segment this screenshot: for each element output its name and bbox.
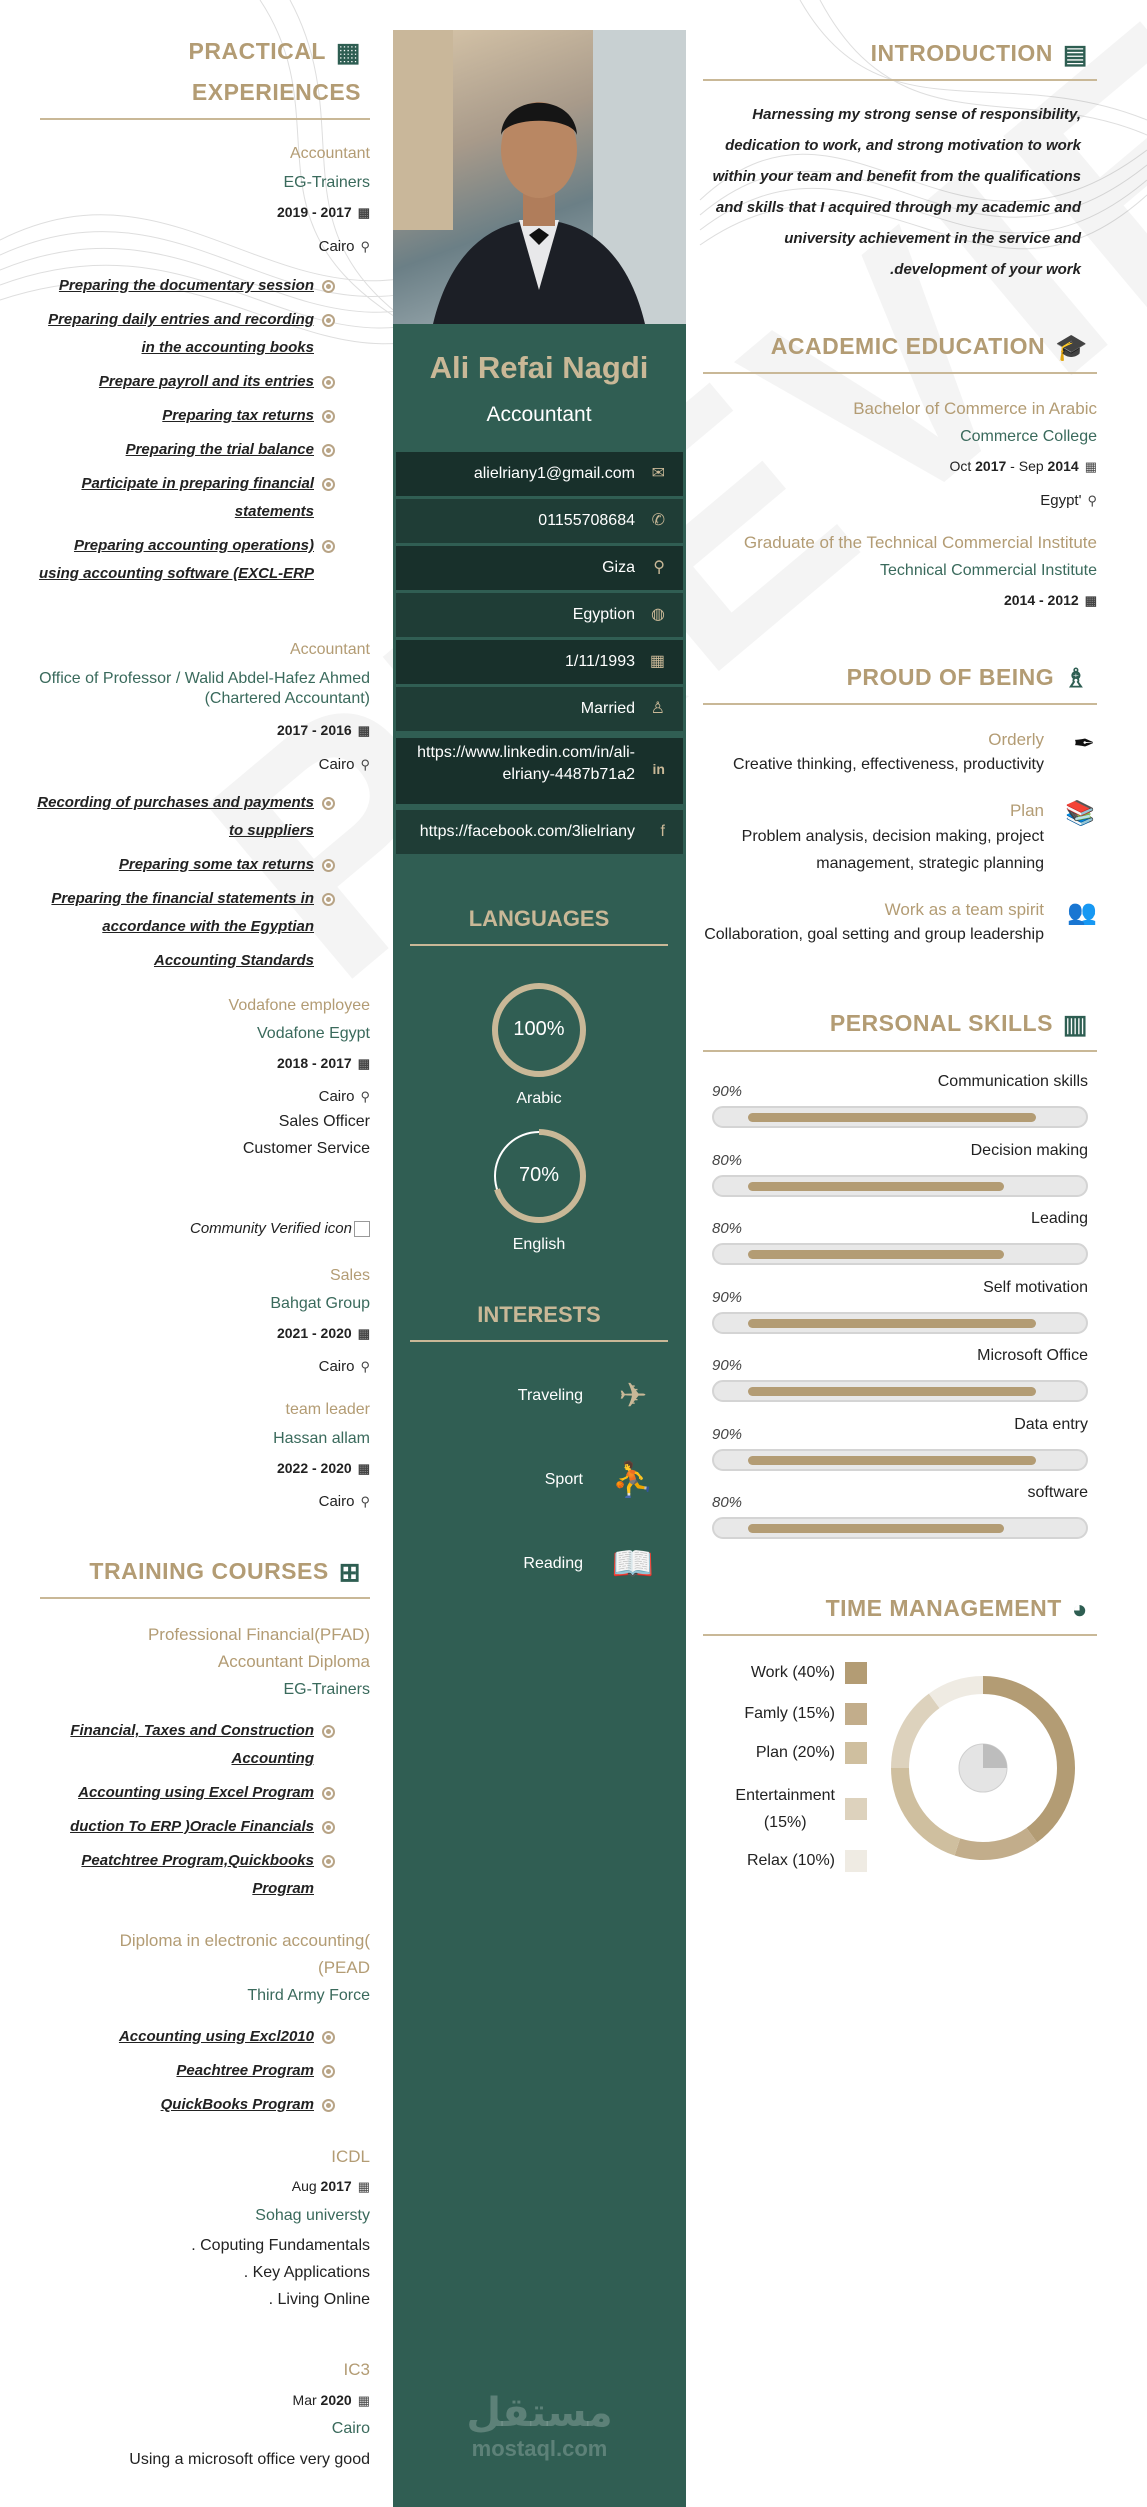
education-divider	[703, 372, 1097, 374]
course3-line3: . Living Online	[268, 2291, 370, 2308]
bullet-text: Participate in preparing financial	[81, 475, 314, 492]
proud2-title: Plan	[1009, 801, 1044, 820]
edu1-place	[1040, 492, 1097, 509]
time-legend-label: Plan (20%)	[755, 1744, 835, 1761]
contact-value: https://www.linkedin.com/in/ali-elriany-4487b71a2	[417, 744, 635, 783]
proud3-desc: Collaboration, goal setting and group leadership	[704, 926, 1044, 943]
interest-name: Reading	[523, 1555, 583, 1572]
facebook-icon: f	[660, 823, 665, 840]
location-pin-icon: ⚲	[653, 559, 665, 576]
airplane-icon: ✈	[618, 1377, 648, 1415]
job5-dates-text: 2022 - 2020	[276, 1460, 352, 1476]
edu1-dates: Oct 2017 - Sep 2014 ▦	[949, 458, 1097, 474]
donut-slice	[891, 1694, 940, 1768]
course4-title: IC3	[343, 2360, 370, 2379]
job3-role: Vodafone employee	[228, 997, 370, 1014]
job5-dates	[277, 1460, 370, 1477]
bullet-dot-icon	[322, 410, 335, 423]
bullet-dot-icon	[322, 1725, 335, 1738]
bullet-text: Peachtree Program	[176, 2062, 314, 2079]
course1-title-line2: Accountant Diploma	[217, 1652, 370, 1671]
donut-center-wedge	[983, 1744, 1007, 1768]
skill-bar	[712, 1449, 1088, 1471]
job5-role: team leader	[285, 1401, 370, 1418]
time-divider	[703, 1634, 1097, 1636]
skill-bar-fill	[748, 1250, 1004, 1259]
bullet-text: Prepare payroll and its entries	[98, 373, 314, 390]
introduction-divider	[703, 79, 1097, 81]
interest-item	[410, 1544, 655, 1584]
bullet-text: Accounting using Excel Program	[78, 1784, 314, 1801]
calendar-icon: ▦	[357, 2179, 370, 2194]
bullet-text: Program	[252, 1880, 314, 1897]
location-pin-icon: ⚲	[360, 1089, 370, 1104]
course3-line1: . Coputing Fundamentals	[191, 2237, 370, 2254]
job1-dates-text: 2019 - 2017	[276, 204, 352, 220]
time-legend-item	[747, 1850, 867, 1872]
skill-percent: 90%	[712, 1288, 743, 1306]
job5-city-text: Cairo	[318, 1493, 355, 1510]
calendar-icon: ▦	[1084, 593, 1097, 608]
skill-name: Leading	[1031, 1210, 1088, 1227]
contact-row	[396, 546, 683, 590]
contact-value: 01155708684	[538, 512, 635, 529]
job3-dates	[277, 1055, 370, 1072]
contact-row	[396, 499, 683, 543]
contact-value: Egyption	[572, 606, 635, 623]
profile-title: Accountant	[486, 403, 592, 426]
mostaql-logo	[393, 2390, 686, 2462]
calendar-icon: ▦	[357, 723, 370, 738]
education-heading	[771, 333, 1088, 360]
contact-value: alielriany1@gmail.com	[473, 465, 635, 482]
job4-dates-text: 2021 - 2020	[276, 1325, 352, 1341]
course4-month: Mar	[292, 2392, 317, 2408]
training-title: TRAINING COURSES	[89, 1558, 329, 1584]
running-icon: ⛹	[611, 1461, 655, 1499]
time-legend-label: Famly (15%)	[744, 1705, 835, 1722]
contact-value: Giza	[602, 559, 635, 576]
time-legend-item	[744, 1703, 867, 1725]
job1-city-text: Cairo	[318, 238, 355, 255]
linkedin-icon: in	[652, 761, 665, 777]
bullet-dot-icon	[322, 280, 335, 293]
calendar-icon: ▦	[1084, 459, 1097, 474]
skill-percent: 90%	[712, 1357, 743, 1374]
job1-company: EG-Trainers	[283, 174, 370, 191]
calendar-icon: ▦	[649, 653, 665, 670]
windows-icon: ⊞	[338, 1556, 361, 1587]
edu1-degree: Bachelor of Commerce in Arabic	[853, 399, 1097, 418]
job4-company: Bahgat Group	[270, 1295, 370, 1312]
language-name: English	[512, 1236, 566, 1253]
bar-chart-icon: ▥	[1062, 1008, 1088, 1039]
experience-title-line1: PRACTICAL	[188, 38, 326, 64]
course3-title: ICDL	[331, 2147, 370, 2166]
bullet-dot-icon	[322, 2065, 335, 2078]
bullet-text: Accounting Standards	[153, 952, 314, 969]
proud1-title: Orderly	[988, 730, 1044, 749]
skill-name: Communication skills	[937, 1073, 1088, 1090]
job4-city	[319, 1358, 370, 1375]
bullet-dot-icon	[322, 444, 335, 457]
donut-slice	[955, 1828, 1038, 1860]
newspaper-icon: ▤	[1062, 38, 1088, 69]
location-pin-icon: ⚲	[360, 239, 370, 254]
edu2-dates-text: 2014 - 2012	[1003, 592, 1079, 608]
course1-title-line1: Professional Financial(PFAD)	[147, 1625, 370, 1644]
skill-bar	[712, 1380, 1088, 1402]
skill-bar	[712, 1243, 1088, 1265]
job1-role: Accountant	[289, 145, 370, 162]
skill-bar-fill	[748, 1456, 1036, 1465]
interest-item	[410, 1460, 655, 1500]
introduction-title: INTRODUCTION	[870, 40, 1053, 66]
proud2-desc-line2: management, strategic planning	[816, 855, 1044, 872]
contact-row	[396, 810, 683, 854]
skill-bar	[712, 1517, 1088, 1539]
bullet-text: Accounting	[231, 1750, 314, 1767]
person-icon: ♙	[650, 700, 665, 717]
job3-city-text: Cairo	[318, 1088, 355, 1105]
skills-divider	[703, 1050, 1097, 1052]
feather-icon: ✒	[1073, 728, 1095, 758]
languages-title: LANGUAGES	[468, 906, 610, 931]
training-divider	[40, 1597, 370, 1599]
bullet-dot-icon	[322, 1855, 335, 1868]
bullet-text: statements	[234, 503, 314, 520]
bullet-text: using accounting software (EXCL-ERP	[38, 565, 314, 582]
bullet-text: duction To ERP )Oracle Financials	[70, 1818, 314, 1835]
skill-percent: 90%	[712, 1425, 743, 1443]
language-percent: 70%	[518, 1164, 560, 1186]
course3-year: 2017	[320, 2178, 352, 2194]
introduction-line: university achievement in the service and	[784, 230, 1081, 247]
envelope-icon: ✉	[651, 465, 665, 482]
course3-org: Sohag universty	[255, 2207, 370, 2224]
pie-chart-icon: ◕	[1071, 1593, 1088, 1624]
proud-divider	[703, 703, 1097, 705]
time-legend-swatch	[845, 1662, 867, 1684]
job5-city	[319, 1493, 370, 1510]
edu2-degree: Graduate of the Technical Commercial Institute	[743, 533, 1097, 552]
job2-company-line1: Office of Professor / Walid Abdel-Hafez Ahmed	[39, 670, 370, 687]
job3-line2: Customer Service	[242, 1140, 370, 1157]
time-legend-item	[735, 1782, 867, 1836]
contact-row	[396, 687, 683, 731]
bullet-text: accordance with the Egyptian	[102, 918, 314, 935]
skill-name: software	[1027, 1484, 1088, 1501]
time-legend-swatch	[845, 1703, 867, 1725]
contact-row	[396, 640, 683, 684]
course3-month: Aug	[291, 2178, 317, 2194]
job2-city	[319, 756, 370, 773]
logo-latin-text: mostaql.com	[471, 2436, 608, 2461]
time-legend-label-line2: (15%)	[763, 1814, 807, 1831]
job2-dates-text: 2017 - 2016	[276, 722, 352, 738]
bullet-dot-icon	[322, 859, 335, 872]
bullet-text: Preparing the trial balance	[125, 441, 314, 458]
job5-company: Hassan allam	[273, 1430, 370, 1447]
contact-value: Married	[580, 700, 635, 717]
edu1-to-year: 2014	[1047, 458, 1079, 474]
interest-name: Sport	[544, 1471, 583, 1488]
bullet-text: Preparing some tax returns	[118, 856, 314, 873]
job3-company: Vodafone Egypt	[257, 1025, 370, 1042]
location-pin-icon: ⚲	[360, 1494, 370, 1509]
skill-bar	[712, 1106, 1088, 1128]
logo-arabic-text: مستقل	[466, 2390, 613, 2436]
bullet-dot-icon	[322, 478, 335, 491]
bullet-dot-icon	[322, 2031, 335, 2044]
job3-line1: Sales Officer	[278, 1113, 370, 1130]
job2-dates	[277, 722, 370, 739]
edu1-from-month: Oct	[949, 458, 972, 474]
interest-item	[410, 1376, 655, 1416]
job3-city	[319, 1088, 370, 1105]
bullet-text: Financial, Taxes and Construction	[70, 1722, 314, 1739]
bullet-dot-icon	[322, 2099, 335, 2112]
bullet-text: Preparing the documentary session	[58, 277, 314, 294]
contact-row	[396, 452, 683, 496]
skill-bar	[712, 1312, 1088, 1334]
time-legend-label: Work (40%)	[750, 1664, 835, 1681]
training-heading	[89, 1558, 361, 1585]
contact-value: https://facebook.com/3lielriany	[419, 823, 635, 840]
skill-bar-fill	[748, 1387, 1036, 1396]
profile-photo	[393, 30, 686, 324]
proud-heading	[847, 664, 1088, 691]
course3-line2: . Key Applications	[243, 2264, 370, 2281]
interests-title: INTERESTS	[477, 1302, 601, 1327]
bullet-text: to suppliers	[228, 822, 314, 839]
course1-org: EG-Trainers	[283, 1681, 370, 1698]
experience-heading-2	[192, 79, 361, 106]
languages-divider	[410, 944, 668, 946]
broken-image-icon	[354, 1221, 370, 1237]
center-column	[393, 30, 686, 2507]
badge-text: Community Verified icon	[189, 1220, 352, 1237]
bullet-dot-icon	[322, 1787, 335, 1800]
skills-title: PERSONAL SKILLS	[829, 1010, 1053, 1036]
contact-row	[396, 593, 683, 637]
building-icon: ▦	[335, 36, 361, 67]
skills-heading	[830, 1010, 1088, 1037]
job2-role: Accountant	[289, 641, 370, 658]
bullet-text: Recording of purchases and payments	[37, 794, 314, 811]
bullet-text: in the accounting books	[141, 339, 314, 356]
time-legend-label: Relax (10%)	[746, 1852, 835, 1869]
calendar-icon: ▦	[357, 1461, 370, 1476]
calendar-icon: ▦	[357, 1056, 370, 1071]
course2-title-line2: (PEAD	[318, 1958, 370, 1977]
skill-bar-fill	[748, 1319, 1036, 1328]
contact-value: 1/11/1993	[565, 653, 635, 670]
edu2-school: Technical Commercial Institute	[880, 562, 1097, 579]
bullet-text: Peatchtree Program,Quickbooks	[81, 1852, 314, 1869]
introduction-line: within your team and benefit from the qualifications	[712, 168, 1081, 185]
job1-city	[319, 238, 370, 255]
time-donut-chart	[880, 1665, 1086, 1871]
skill-bar-fill	[748, 1113, 1036, 1122]
job2-company-line2: (Chartered Accountant)	[204, 690, 370, 707]
experience-divider	[40, 118, 370, 120]
bullet-dot-icon	[322, 797, 335, 810]
course4-org: Cairo	[331, 2420, 370, 2437]
donut-slice	[929, 1676, 983, 1708]
introduction-line: .development of your work	[890, 261, 1081, 278]
job4-dates	[277, 1325, 370, 1342]
interests-divider	[410, 1340, 668, 1342]
time-legend-label	[735, 1782, 835, 1836]
course4-date	[293, 2392, 370, 2409]
skill-percent: 80%	[712, 1151, 743, 1169]
bullet-dot-icon	[322, 376, 335, 389]
job4-city-text: Cairo	[318, 1358, 355, 1375]
teacher-icon: ♗	[1064, 662, 1088, 693]
job4-role: Sales	[329, 1267, 370, 1284]
bullet-dot-icon	[322, 1821, 335, 1834]
skill-percent: 90%	[712, 1083, 743, 1100]
bullet-text: Accounting using Excl2010	[118, 2028, 314, 2045]
bullet-dot-icon	[322, 314, 335, 327]
time-title: TIME MANAGEMENT	[825, 1595, 1062, 1621]
location-pin-icon: ⚲	[360, 1359, 370, 1374]
community-verified-badge	[190, 1220, 370, 1237]
location-pin-icon: ⚲	[360, 757, 370, 772]
experience-heading	[189, 38, 361, 65]
course3-date	[292, 2178, 370, 2195]
skill-name: Microsoft Office	[977, 1347, 1088, 1364]
bullet-text: QuickBooks Program	[160, 2096, 314, 2113]
time-legend-item	[756, 1742, 867, 1764]
proud3-title: Work as a team spirit	[884, 900, 1044, 919]
location-pin-icon: ⚲	[1087, 493, 1097, 508]
edu1-from-year: 2017	[975, 458, 1007, 474]
calendar-icon: ▦	[357, 2393, 370, 2408]
introduction-line: dedication to work, and strong motivation to work	[725, 137, 1081, 154]
bullet-text: Preparing the financial statements in	[51, 890, 314, 907]
proud2-desc-line1: Problem analysis, decision making, project	[741, 828, 1044, 845]
interest-name: Traveling	[517, 1387, 583, 1404]
language-percent: 100%	[513, 1018, 565, 1040]
skill-percent: 80%	[712, 1494, 743, 1511]
skill-percent: 80%	[712, 1220, 743, 1237]
bullet-text: Preparing accounting operations)	[73, 537, 314, 554]
language-name: Arabic	[516, 1090, 562, 1107]
edu1-place-text: Egypt'	[1040, 492, 1082, 509]
skill-name: Self motivation	[983, 1278, 1088, 1296]
contact-row	[396, 738, 683, 804]
bullet-dot-icon	[322, 893, 335, 906]
experience-title-line2: EXPERIENCES	[191, 79, 361, 105]
proud-title: PROUD OF BEING	[846, 664, 1055, 690]
books-icon: 📚	[1065, 800, 1095, 827]
time-legend-swatch	[845, 1798, 867, 1820]
proud1-desc: Creative thinking, effectiveness, productivity	[733, 756, 1044, 773]
skill-bar	[712, 1175, 1088, 1197]
bullet-text: Preparing daily entries and recording	[48, 311, 314, 328]
time-legend-label-line1: Entertainment	[735, 1787, 835, 1804]
time-legend-item	[751, 1662, 867, 1684]
phone-icon: ✆	[651, 512, 665, 529]
course2-org: Third Army Force	[247, 1987, 370, 2004]
edu1-school: Commerce College	[960, 428, 1097, 445]
course4-line1: Using a microsoft office very good	[129, 2451, 370, 2468]
introduction-line: Harnessing my strong sense of responsibility,	[752, 106, 1081, 123]
skill-name: Decision making	[970, 1141, 1088, 1159]
calendar-icon: ▦	[357, 1326, 370, 1341]
job2-city-text: Cairo	[318, 756, 355, 773]
reading-icon: 📖	[611, 1545, 655, 1583]
time-legend-swatch	[845, 1850, 867, 1872]
globe-icon: ◍	[651, 606, 665, 623]
job3-dates-text: 2018 - 2017	[276, 1055, 352, 1071]
job1-dates	[277, 204, 370, 221]
person-photo-illustration	[393, 30, 686, 324]
bullet-dot-icon	[322, 540, 335, 553]
course2-title-line1: Diploma in electronic accounting(	[119, 1931, 370, 1950]
skill-bar-fill	[748, 1182, 1004, 1191]
team-icon: 👥	[1067, 899, 1097, 926]
education-title: ACADEMIC EDUCATION	[770, 333, 1046, 359]
graduation-cap-icon: 🎓	[1055, 331, 1088, 362]
skill-name: Data entry	[1014, 1415, 1088, 1433]
time-legend-swatch	[845, 1742, 867, 1764]
edu1-to-month: Sep	[1018, 458, 1044, 474]
time-heading	[826, 1595, 1088, 1622]
profile-name: Ali Refai Nagdi	[429, 350, 649, 385]
edu2-dates	[1004, 592, 1097, 609]
skill-bar-fill	[748, 1524, 1004, 1533]
introduction-heading	[871, 40, 1088, 67]
donut-slice	[891, 1768, 960, 1855]
bullet-text: Preparing tax returns	[162, 407, 314, 424]
calendar-icon: ▦	[357, 205, 370, 220]
introduction-line: and skills that I acquired through my academic and	[715, 199, 1081, 216]
course4-year: 2020	[320, 2392, 352, 2408]
